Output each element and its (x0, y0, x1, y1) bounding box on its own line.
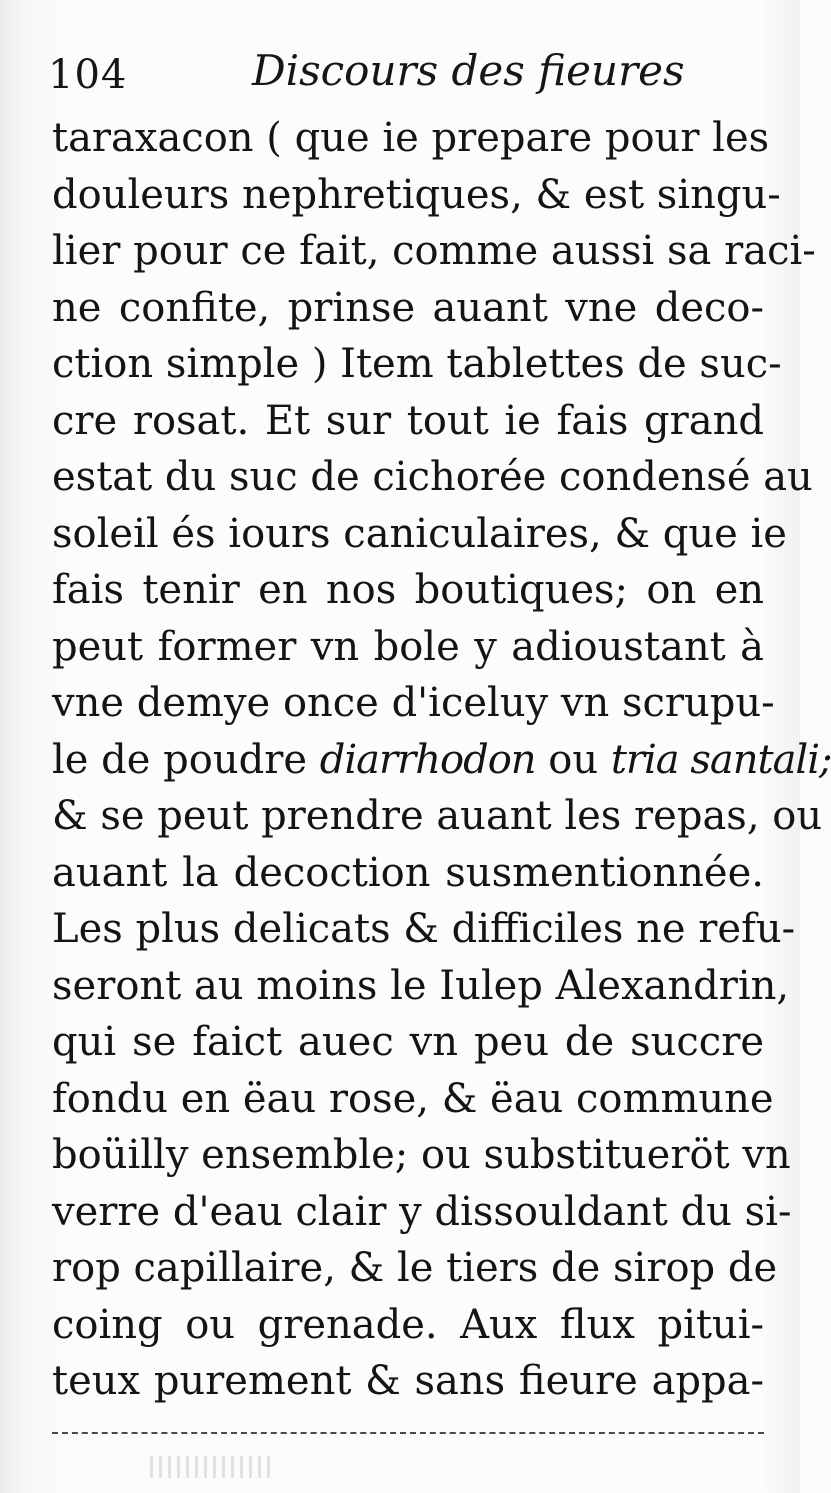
text-line: teux purement & sans fieure appa- (52, 1358, 764, 1404)
text-line: & se peut prendre auant les repas, ou (52, 793, 823, 839)
text-segment: le de poudre (52, 736, 308, 783)
text-line: peut former vn bole y adioustant à (52, 623, 764, 670)
page-number: 104 (48, 52, 128, 98)
page-header (40, 46, 760, 108)
text-line: lier pour ce fait, comme aussi sa raci- (52, 228, 816, 274)
italic-term: diarrhodon (319, 736, 536, 783)
text-line: ne confite, prinse auant vne deco- (52, 284, 764, 331)
text-segment: ou (548, 736, 599, 783)
italic-term: tria santali; (610, 736, 831, 783)
text-line: estat du suc de cichorée condensé au (52, 454, 813, 500)
text-line: Les plus delicats & difficiles ne refu- (52, 906, 796, 952)
body-text (52, 110, 831, 1410)
text-line: taraxacon ( que ie prepare pour les (52, 115, 770, 161)
show-through-mark (150, 1456, 270, 1478)
bottom-rule (52, 1432, 764, 1434)
text-line: vne demye once d'iceluy vn scrupu- (52, 680, 775, 726)
text-line: fais tenir en nos boutiques; on en (52, 567, 764, 613)
text-line: coing ou grenade. Aux flux pitui- (52, 1301, 764, 1348)
text-line: douleurs nephretiques, & est singu- (52, 171, 781, 218)
text-line: verre d'eau clair y dissouldant du si- (52, 1188, 792, 1235)
running-title: Discours des fieures (252, 46, 685, 95)
text-line: auant la decoction susmentionnée. (52, 849, 764, 896)
text-line: boüilly ensemble; ou substitueröt vn (52, 1132, 791, 1178)
text-line: rop capillaire, & le tiers de sirop de (52, 1245, 778, 1291)
text-line: qui se faict auec vn peu de succre (52, 1019, 764, 1065)
text-line: cre rosat. Et sur tout ie fais grand (52, 397, 764, 444)
text-line: soleil és iours caniculaires, & que ie (52, 510, 787, 557)
text-line: seront au moins le Iulep Alexandrin, (52, 962, 790, 1009)
text-line-mixed (52, 732, 831, 789)
text-line: fondu en ëau rose, & ëau commune (52, 1075, 774, 1122)
text-line: ction simple ) Item tablettes de suc- (52, 341, 782, 387)
